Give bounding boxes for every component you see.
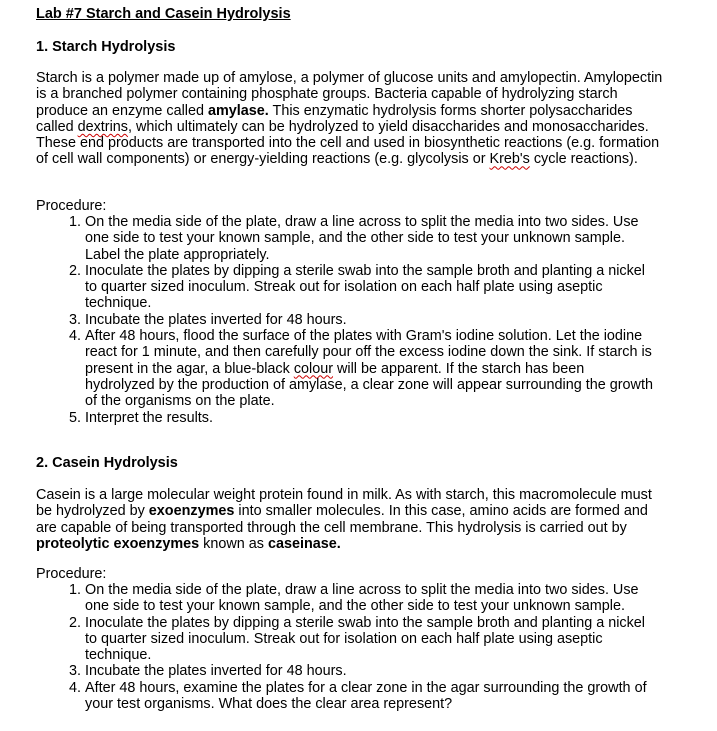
amylase-term: amylase. bbox=[208, 102, 269, 119]
starch-heading: 1. Starch Hydrolysis bbox=[36, 39, 176, 55]
starch-step-4-text-b: will be apparent. If the starch has been hydrolyzed by the production of amylase, a clear zone will appear surrounding the growth of the organisms on the plate. bbox=[85, 360, 653, 410]
exoenzymes-term: exoenzymes bbox=[148, 503, 235, 520]
starch-step-1: 1. On the media side of the plate, draw a line across to split the media into two sides. Use one side to test your known sample, and the other side to test your unknown sample. Label the plate appropriately. bbox=[85, 214, 656, 263]
casein-paragraph bbox=[36, 487, 666, 552]
casein-step-3: 3. Incubate the plates inverted for 48 hours. bbox=[85, 663, 656, 679]
starch-text-2: This enzymatic hydrolysis forms shorter polysaccharides called bbox=[36, 102, 633, 135]
starch-text-4: cycle reactions). bbox=[529, 151, 638, 168]
casein-text-1: Casein is a large molecular weight protein found in milk. As with starch, this macromolecule must be hydrolyzed by bbox=[36, 487, 652, 520]
starch-procedure-list bbox=[36, 214, 656, 426]
casein-procedure-label: Procedure: bbox=[36, 566, 107, 582]
casein-text-2: into smaller molecules. In this case, amino acids are formed and are capable of being transported through the cell membrane. This hydrolysis is carried out by bbox=[36, 503, 648, 536]
colour-term: colour bbox=[293, 360, 334, 377]
dextrins-term: dextrins bbox=[77, 118, 128, 135]
krebs-term: Kreb's bbox=[489, 151, 530, 168]
starch-step-3: 3. Incubate the plates inverted for 48 hours. bbox=[85, 312, 656, 328]
starch-procedure-label: Procedure: bbox=[36, 198, 107, 214]
starch-text-3: , which ultimately can be hydrolyzed to yield disaccharides and monosaccharides. These end products are transported into the cell and used in biosynthetic reactions (e.g. formation of cell wall components) or energy-yielding reactions (e.g. glycolysis or bbox=[36, 118, 660, 168]
starch-step-4-text-a: After 48 hours, flood the surface of the plates with Gram's iodine solution. Let the iodine react for 1 minute, and then carefully pour off the excess iodine down the sink. If starch is present in the agar, a blue-black bbox=[85, 328, 652, 377]
casein-step-2: 2. Inoculate the plates by dipping a sterile swab into the sample broth and planting a nickel to quarter sized inoculum. Streak out for isolation on each half plate using aseptic technique. bbox=[85, 615, 656, 664]
casein-procedure-list bbox=[36, 582, 656, 712]
starch-step-5: 5. Interpret the results. bbox=[85, 410, 656, 426]
starch-text-1: Starch is a polymer made up of amylose, a polymer of glucose units and amylopectin. Amylopectin is a branched polymer containing phosphate groups. Bacteria capable of hydrolyzing starch produce an enzyme called bbox=[36, 70, 663, 119]
casein-step-4: 4. After 48 hours, examine the plates for a clear zone in the agar surrounding the growth of your test organisms. What does the clear area represent? bbox=[85, 680, 656, 713]
starch-paragraph bbox=[36, 70, 666, 168]
casein-heading: 2. Casein Hydrolysis bbox=[36, 455, 178, 471]
caseinase-term: caseinase. bbox=[267, 535, 341, 552]
starch-step-2: 2. Inoculate the plates by dipping a sterile swab into the sample broth and planting a nickel to quarter sized inoculum. Streak out for isolation on each half plate using aseptic technique. bbox=[85, 263, 656, 312]
casein-text-3: known as bbox=[199, 535, 268, 552]
starch-step-4 bbox=[85, 328, 656, 409]
document-title: Lab #7 Starch and Casein Hydrolysis bbox=[36, 6, 291, 22]
casein-step-1: 1. On the media side of the plate, draw a line across to split the media into two sides. Use one side to test your known sample, and the other side to test your unknown sample. bbox=[85, 582, 656, 615]
proteolytic-exoenzymes-term: proteolytic exoenzymes bbox=[36, 535, 200, 552]
